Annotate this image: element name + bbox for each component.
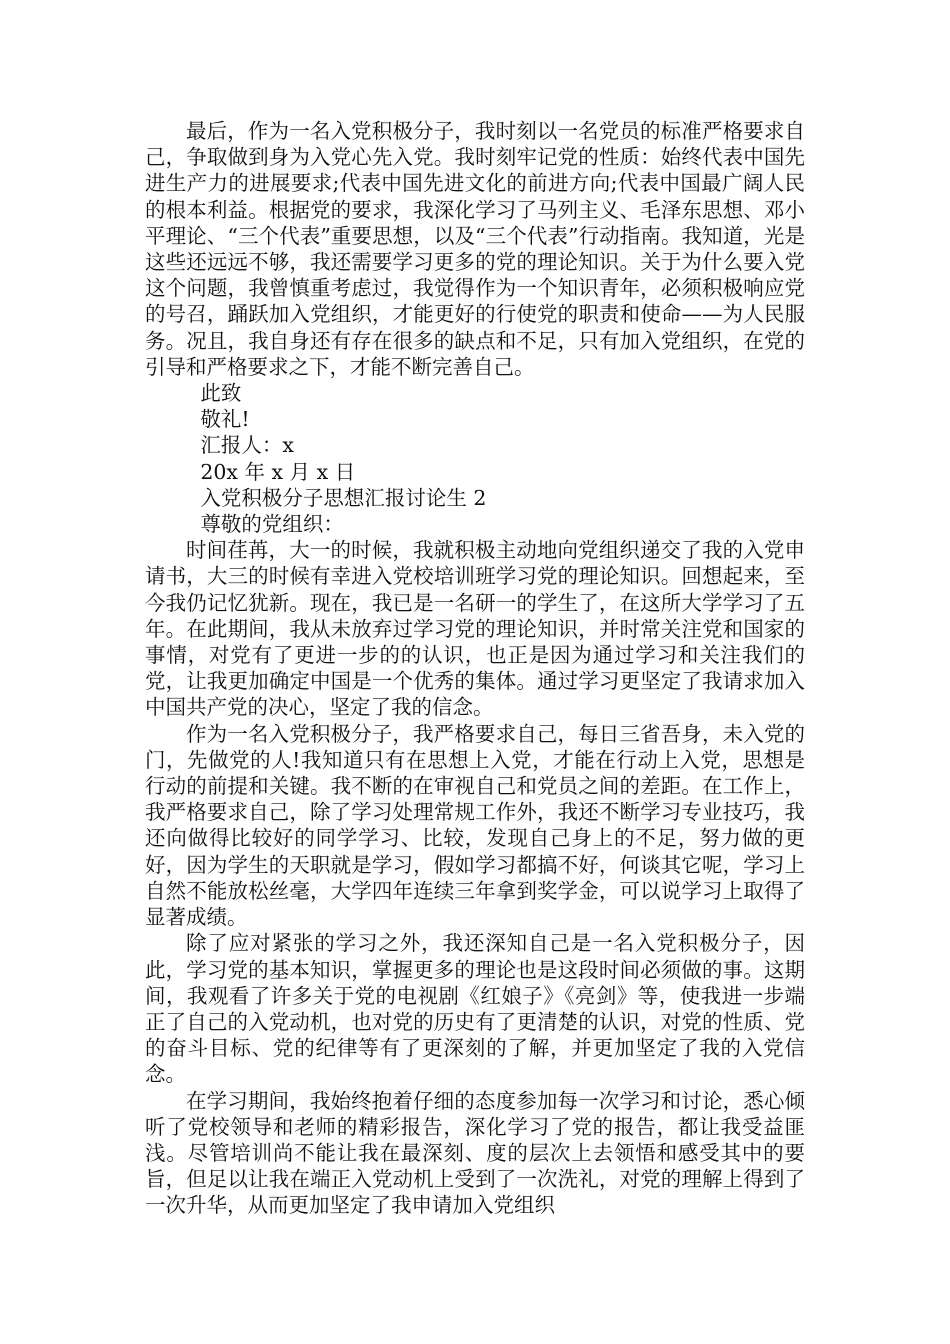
paragraph-1: 最后，作为一名入党积极分子，我时刻以一名党员的标准严格要求自己，争取做到身为入党心先入党。我时刻牢记党的性质：始终代表中国先进生产力的进展要求;代表中国先进文化的前进方向;代表中国最广阔人民的根本利益。根据党的要求，我深化学习了马列主义、毛泽东思想、邓小平理论、“三个代表”重要思想，以及“三个代表”行动指南。我知道，光是这些还远远不够，我还需要学习更多的党的理论知识。关于为什么要入党这个问题，我曾慎重考虑过，我觉得作为一个知识青年，必须积极响应党的号召，踊跃加入党组织，才能更好的行使党的职责和使命——为人民服务。况且，我自身还有存在很多的缺点和不足，只有加入党组织，在党的引导和严格要求之下，才能不断完善自己。 [145,119,805,379]
date-line: 20x 年 x 月 x 日 [200,459,356,484]
paragraph-5: 在学习期间，我始终抱着仔细的态度参加每一次学习和讨论，悉心倾听了党校领导和老师的精彩报告，深化学习了党的报告，都让我受益匪浅。尽管培训尚不能让我在最深刻、度的层次上去领悟和感受其中的要旨，但足以让我在端正入党动机上受到了一次洗礼，对党的理解上得到了一次升华，从而更加坚定了我申请加入党组织 [145,1088,805,1218]
paragraph-3: 作为一名入党积极分子，我严格要求自己，每日三省吾身，未入党的门，先做党的人!我知道只有在思想上入党，才能在行动上入党，思想是行动的前提和关键。我不断的在审视自己和党员之间的差距。在工作上，我严格要求自己，除了学习处理常规工作外，我还不断学习专业技巧，我还向做得比较好的同学学习、比较，发现自己身上的不足，努力做的更好，因为学生的天职就是学习，假如学习都搞不好，何谈其它呢，学习上自然不能放松丝毫，大学四年连续三年拿到奖学金，可以说学习上取得了显著成绩。 [145,721,805,930]
closing-line-2: 敬礼! [200,407,250,432]
salutation: 尊敬的党组织： [200,512,344,537]
section-title: 入党积极分子思想汇报讨论生 2 [200,485,487,510]
reporter-line: 汇报人：x [200,433,294,458]
closing-line-1: 此致 [200,381,242,406]
document-body [145,118,805,1219]
paragraph-4: 除了应对紧张的学习之外，我还深知自己是一名入党积极分子，因此，学习党的基本知识，掌握更多的理论也是这段时间必须做的事。这期间，我观看了许多关于党的电视剧《红娘子》《亮剑》等，使我进一步端正了自己的入党动机，也对党的历史有了更清楚的认识，对党的性质、党的奋斗目标、党的纪律等有了更深刻的了解，并更加坚定了我的入党信念。 [145,931,805,1087]
paragraph-2: 时间荏苒，大一的时候，我就积极主动地向党组织递交了我的入党申请书，大三的时候有幸进入党校培训班学习党的理论知识。回想起来，至今我仍记忆犹新。现在，我已是一名研一的学生了，在这所大学学习了五年。在此期间，我从未放弃过学习党的理论知识，并时常关注党和国家的事情，对党有了更进一步的的认识，也正是因为通过学习和关注我们的党，让我更加确定中国是一个优秀的集体。通过学习更坚定了我请求加入中国共产党的决心，坚定了我的信念。 [145,538,805,720]
